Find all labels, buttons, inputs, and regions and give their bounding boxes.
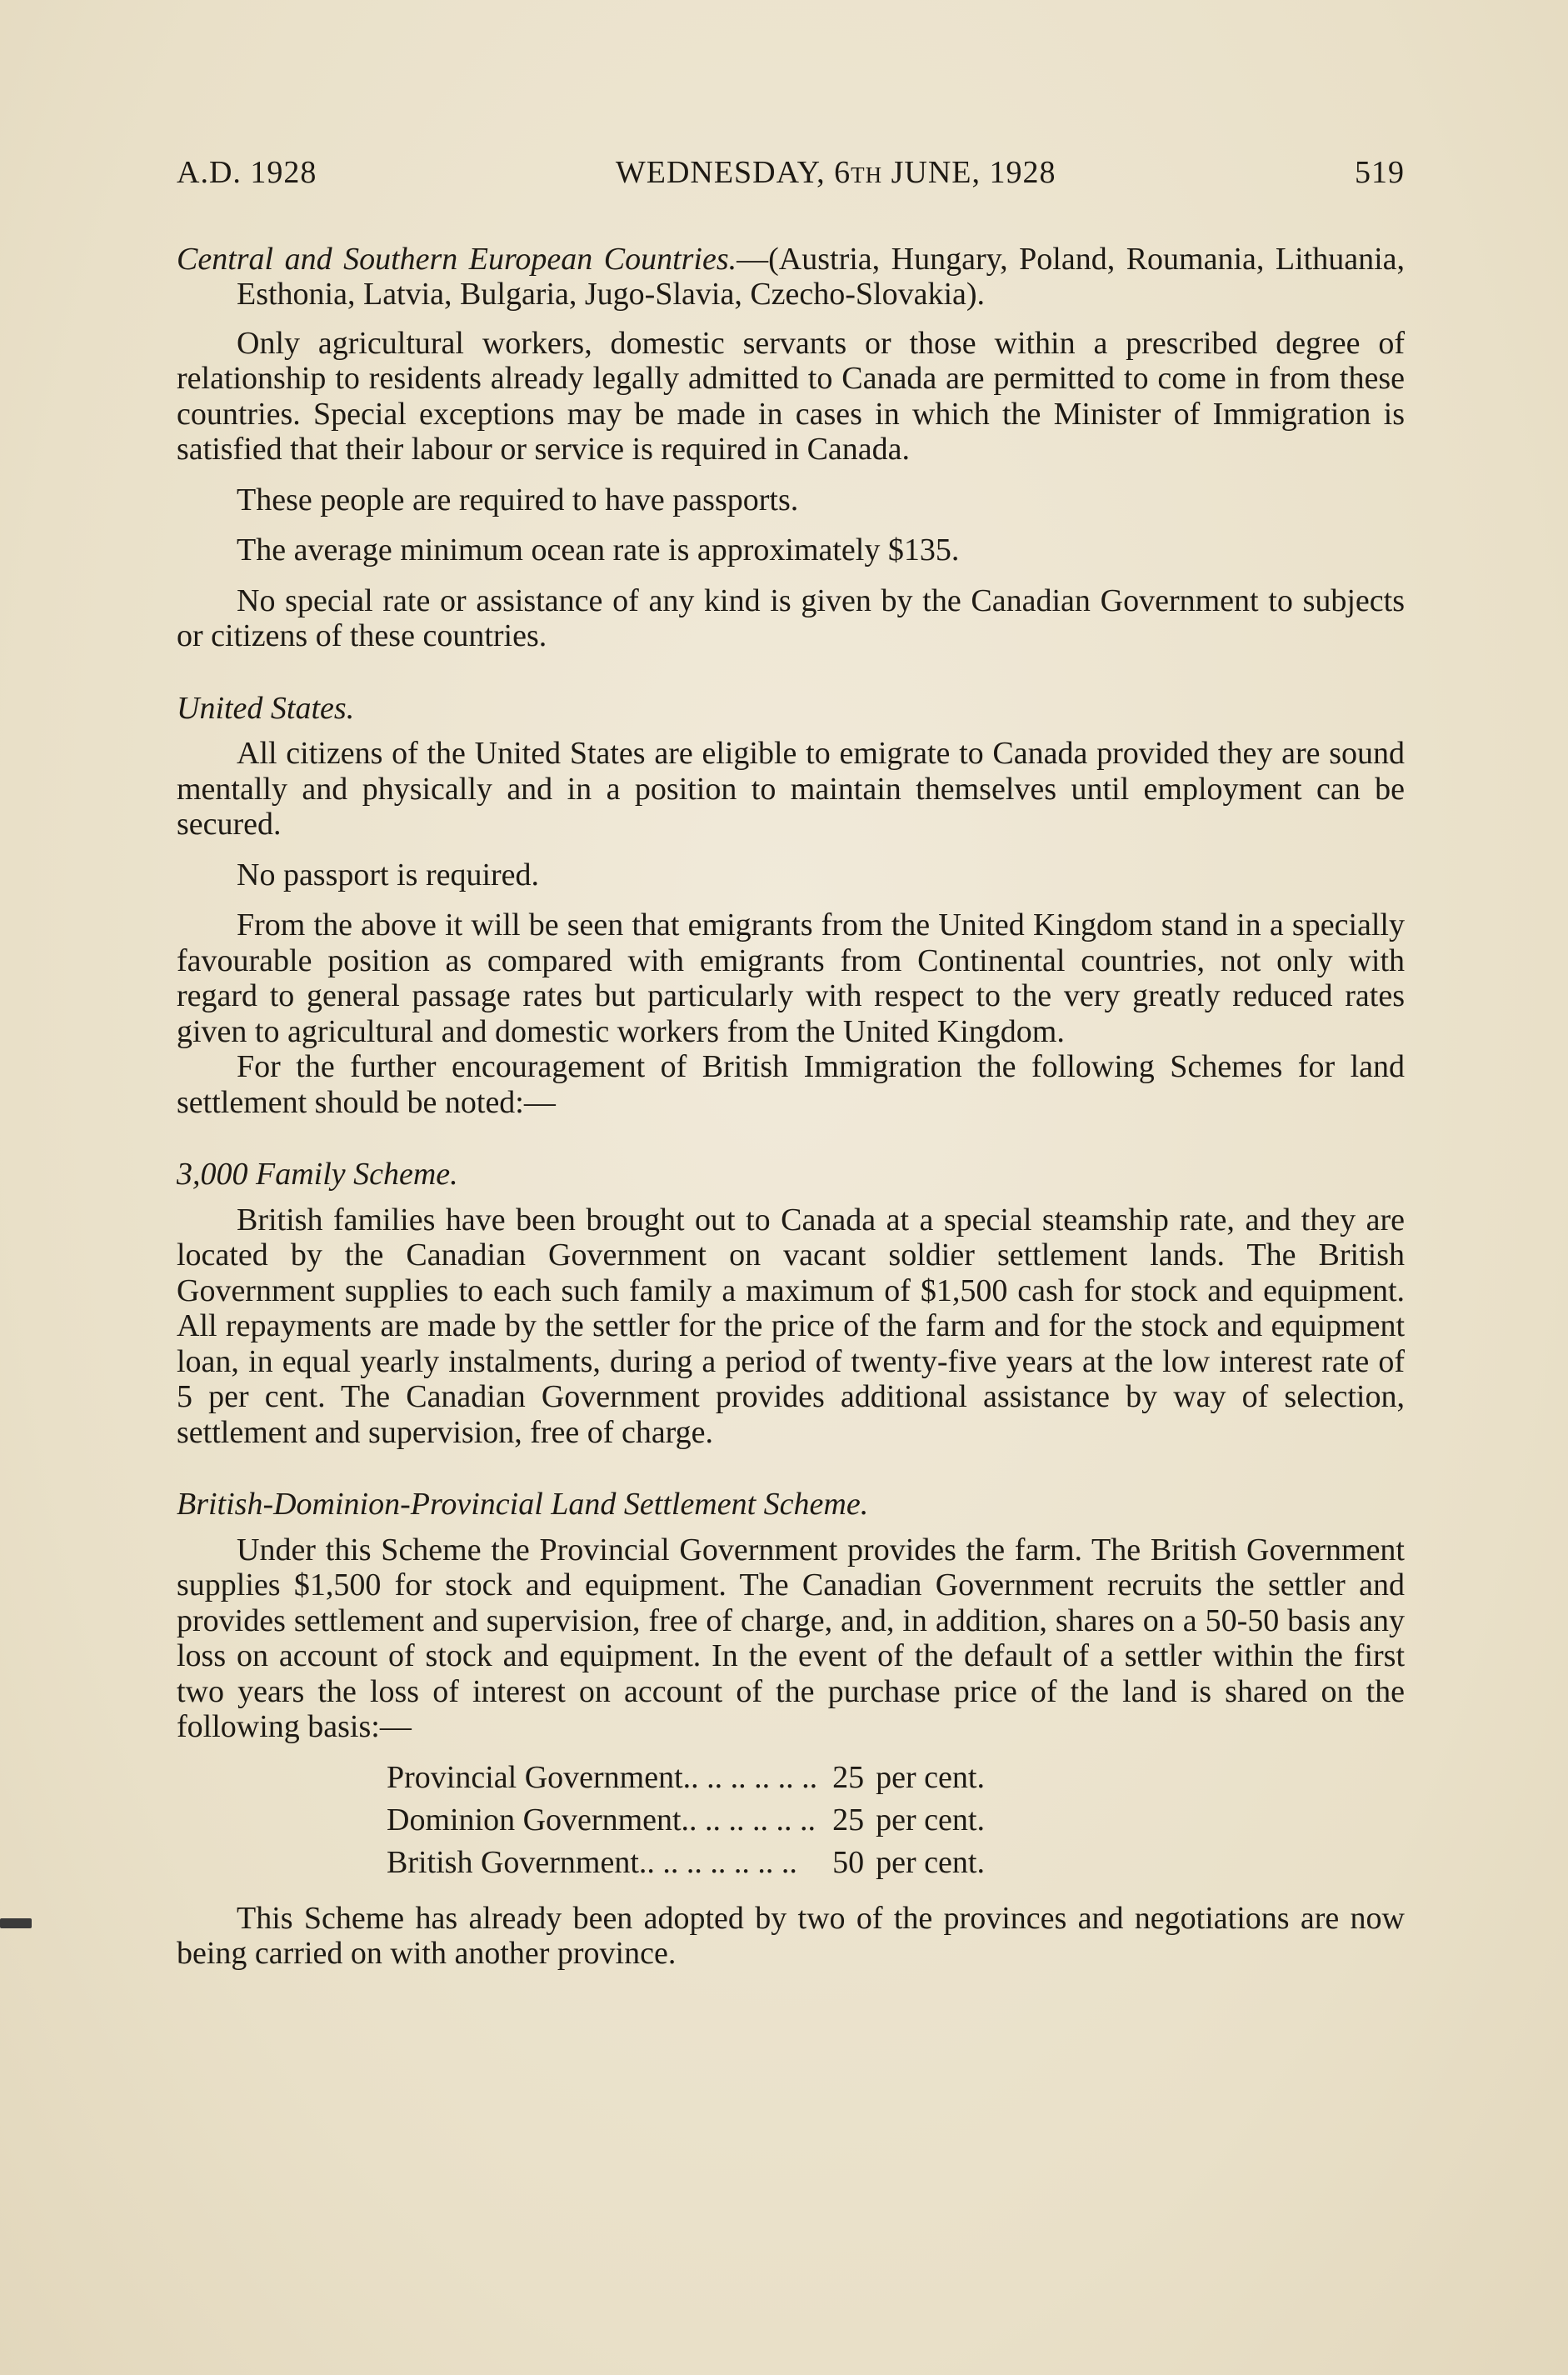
central-paragraph-2: These people are required to have passports. (237, 482, 799, 518)
page-number: 519 (1355, 155, 1405, 190)
us-paragraph-3: From the above it will be seen that emigrants from the United Kingdom stand in a specially favourable position as compared with emigrants from Continental countries, not only with regard to general passage rates but particularly with respect to the very greatly reduced rates given to agricultural and domestic workers from the United Kingdom. (177, 908, 1405, 1049)
header-date-suffix: TH (851, 162, 883, 188)
us-paragraph-2: No passport is required. (237, 857, 540, 892)
header-date-rest: JUNE, 1928 (882, 155, 1056, 190)
table-row (387, 1799, 985, 1842)
share-party: Provincial Government.. .. .. .. .. .. (387, 1759, 818, 1795)
share-party: Dominion Government.. .. .. .. .. .. (387, 1802, 816, 1838)
loss-share-table (387, 1757, 985, 1884)
us-paragraph-1: All citizens of the United States are eligible to emigrate to Canada provided they are sound mentally and physically and in a position to maintain themselves until employment can be secured. (177, 736, 1405, 842)
central-paragraph-1: Only agricultural workers, domestic servants or those within a prescribed degree of relationship to residents already legally admitted to Canada are permitted to come in from these countries. Special exceptions may be made in cases in which the Minister of Immigration is satisfied that their labour or service is required in Canada. (177, 325, 1405, 467)
bdp-paragraph: Under this Scheme the Provincial Government provides the farm. The British Government supplies $1,500 for stock and equipment. The Canadian Government recruits the settler and provides settlement and supervision, free of charge, and, in addition, shares on a 50-50 basis any loss on account of stock and equipment. In the event of the default of a settler within the first two years the loss of interest on account of the purchase price of the land is shared on the following basis:— (177, 1532, 1405, 1744)
header-year: A.D. 1928 (177, 155, 317, 190)
share-percent: 50 (832, 1844, 865, 1880)
us-heading: United States. (177, 690, 355, 726)
central-heading (177, 242, 1405, 312)
margin-mark (0, 1918, 32, 1928)
page-content (177, 155, 1405, 1972)
table-row (387, 1842, 985, 1884)
central-heading-title: Central and Southern European Countries. (177, 241, 737, 277)
central-paragraph-3: The average minimum ocean rate is approximately $135. (237, 532, 960, 568)
share-percent: 25 (832, 1759, 865, 1795)
share-unit: per cent. (876, 1759, 985, 1795)
header-date-day: WEDNESDAY, 6 (615, 155, 851, 190)
family-heading: 3,000 Family Scheme. (177, 1157, 458, 1192)
us-paragraph-4: For the further encouragement of British Immigration the following Schemes for land settlement should be noted:— (177, 1049, 1405, 1120)
share-unit: per cent. (876, 1844, 985, 1880)
share-unit: per cent. (876, 1802, 985, 1838)
share-percent: 25 (832, 1802, 865, 1838)
table-row (387, 1757, 985, 1799)
running-header (177, 155, 1405, 193)
header-date (616, 155, 1056, 193)
share-party: British Government.. .. .. .. .. .. .. (387, 1844, 797, 1880)
bdp-closing: This Scheme has already been adopted by two of the provinces and negotiations are now being carried on with another province. (177, 1900, 1405, 1971)
central-heading-countries: —(Austria, Hungary, Poland, Roumania, Lithuania, Esthonia, Latvia, Bulgaria, Jugo-Slavia, Czecho-Slovakia). (237, 241, 1406, 312)
family-paragraph: British families have been brought out to Canada at a special steamship rate, and they are located by the Canadian Government on vacant soldier settlement lands. The British Government supplies to each such family a maximum of $1,500 cash for stock and equipment. All repayments are made by the settler for the price of the farm and for the stock and equipment loan, in equal yearly instalments, during a period of twenty-five years at the low interest rate of 5 per cent. The Canadian Government provides additional assistance by way of selection, settlement and supervision, free of charge. (177, 1202, 1405, 1450)
bdp-heading: British-Dominion-Provincial Land Settlement Scheme. (177, 1487, 869, 1522)
central-paragraph-4: No special rate or assistance of any kind is given by the Canadian Government to subjects or citizens of these countries. (177, 582, 1405, 653)
